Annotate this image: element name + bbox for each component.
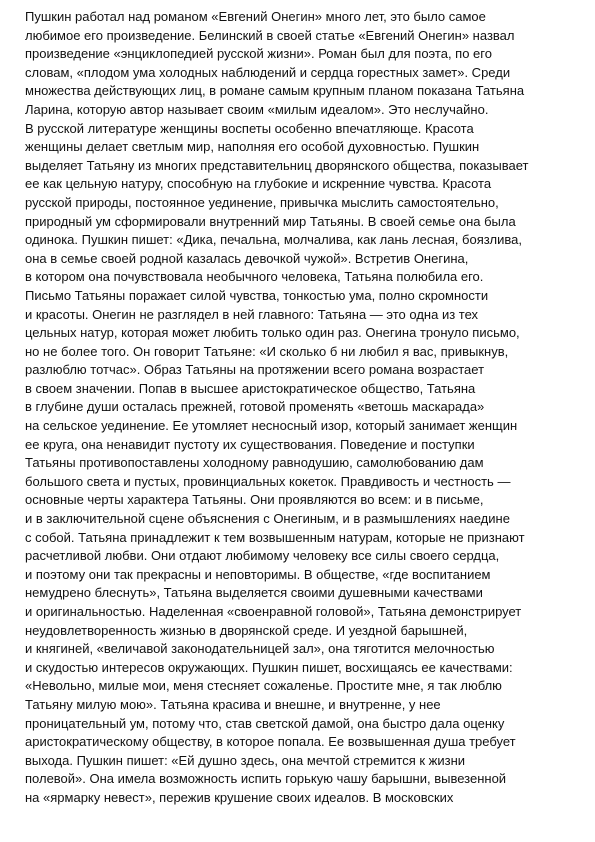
text-line: в глубине души осталась прежней, готовой променять «ветошь маскарада» [25,399,485,415]
text-line: немудрено блеснуть», Татьяна выделяется своими душевными качествами [25,585,483,601]
text-line: полевой». Она имела возможность испить горькую чашу барышни, вывезенной [25,771,507,787]
text-line: Ларина, которую автор называет своим «милым идеалом». Это неслучайно. [25,101,489,117]
text-line: и скудостью интересов окружающих. Пушкин пишет, восхищаясь ее качествами: [25,659,513,675]
text-line: с собой. Татьяна принадлежит к тем возвышенным натурам, которые не признают [25,529,525,545]
text-line: любимое его произведение. Белинский в своей статье «Евгений Онегин» назвал [25,27,515,43]
text-line: одинока. Пушкин пишет: «Дика, печальна, молчалива, как лань лесная, боязлива, [25,232,522,248]
text-line: цельных натур, которая может любить только один раз. Онегина тронуло письмо, [25,325,520,341]
text-line: и красоты. Онегин не разглядел в ней главного: Татьяна — это одна из тех [25,306,479,322]
text-line: ее как цельную натуру, способную на глубокие и искренние чувства. Красота [25,176,492,192]
text-line: большого света и пустых, провинциальных кокеток. Правдивость и честность — [25,473,511,489]
text-line: В русской литературе женщины воспеты особенно впечатляюще. Красота [25,120,474,136]
text-line: Татьяны противопоставлены холодному равнодушию, самолюбованию дам [25,455,484,471]
text-line: разлюблю тотчас». Образ Татьяны на протяжении всего романа возрастает [25,362,485,378]
text-line: на сельское уединение. Ее утомляет несносный изор, который занимает женщин [25,418,518,434]
text-line: в котором она почувствовала необычного человека, Татьяна полюбила его. [25,269,484,285]
text-line: и княгиней, «величавой законодательницей зал», она тяготится мелочностью [25,641,495,657]
text-line: произведение «энциклопедией русской жизни». Роман был для поэта, по его [25,46,492,62]
text-line: основные черты характера Татьяны. Они проявляются во всем: и в письме, [25,492,484,508]
text-line: женщины делает светлым мир, наполняя его особой духовностью. Пушкин [25,139,480,155]
text-line: и поэтому они так прекрасны и неповторимы. В обществе, «где воспитанием [25,566,491,582]
text-line: неудовлетворенность жизнью в дворянской среде. И уездной барышней, [25,622,468,638]
text-line: Письмо Татьяны поражает силой чувства, тонкостью ума, полно скромности [25,287,489,303]
text-line: расчетливой любви. Они отдают любимому человеку все силы своего сердца, [25,548,500,564]
text-line: она в семье своей родной казалась девочкой чужой». Встретив Онегина, [25,250,469,266]
text-line: словам, «плодом ума холодных наблюдений и сердца горестных замет». Среди [25,64,511,80]
essay-text [25,8,585,808]
text-line: и оригинальностью. Наделенная «своенравной головой», Татьяна демонстрирует [25,604,522,619]
text-line: в своем значении. Попав в высшее аристократическое общество, Татьяна [25,380,476,396]
text-line: Татьяну милую мою». Татьяна красива и внешне, и внутренне, у нее [25,696,441,712]
text-line: «Невольно, милые мои, меня стесняет сожаленье. Простите мне, я так люблю [25,678,502,694]
text-line: на «ярмарку невест», пережив крушение своих идеалов. В московских [25,789,454,805]
text-line: природный ум сформировали внутренний мир Татьяны. В своей семье она была [25,213,516,229]
text-line: аристократическому обществу, в которое попала. Ее возвышенная душа требует [25,734,516,750]
text-line: но не более того. Он говорит Татьяне: «И сколько б ни любил я вас, привыкнув, [25,343,509,359]
text-line: выделяет Татьяну из многих представительниц дворянского общества, показывает [25,157,529,173]
text-line: множества действующих лиц, в романе самым крупным планом показана Татьяна [25,83,525,99]
text-line: проницательный ум, потому что, став светской дамой, она быстро дала оценку [25,715,505,731]
text-line: выхода. Пушкин пишет: «Ей душно здесь, она мечтой стремится к жизни [25,752,466,768]
text-line: ее круга, она ненавидит пустоту их существования. Поведение и поступки [25,436,475,452]
text-line: и в заключительной сцене объяснения с Онегиным, и в размышлениях наедине [25,511,510,527]
text-line: Пушкин работал над романом «Евгений Онегин» много лет, это было самое [25,9,486,24]
text-line: русской природы, постоянное уединение, привычка мыслить самостоятельно, [25,194,499,210]
